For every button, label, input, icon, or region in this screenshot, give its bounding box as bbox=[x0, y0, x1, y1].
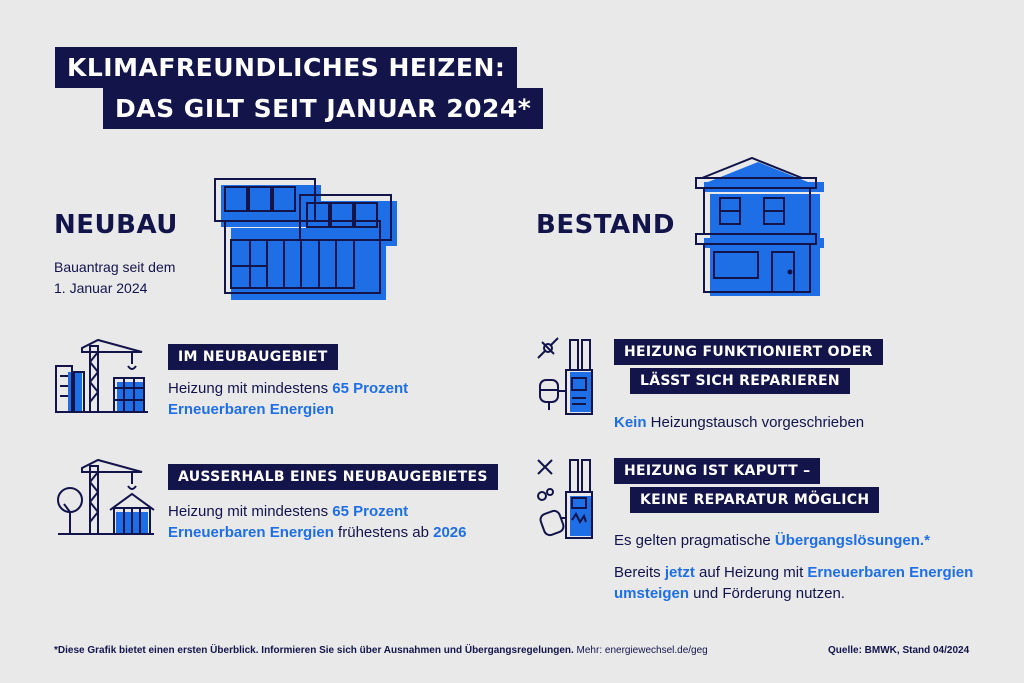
text-kaputt-p2 bbox=[614, 562, 973, 604]
text-prefix: Es gelten pragmatische bbox=[614, 532, 775, 549]
text-prefix: Heizung mit mindestens bbox=[168, 380, 333, 397]
text-highlight-65-prozent: 65 Prozent bbox=[332, 503, 409, 520]
neubau-subtitle-line1: Bauantrag seit dem bbox=[54, 259, 176, 275]
text-highlight-2026: 2026 bbox=[433, 524, 467, 541]
text-highlight-ee: Erneuerbaren Energien bbox=[168, 401, 334, 418]
text-highlight-ee: Erneuerbaren Energien bbox=[168, 524, 334, 541]
title-line-1: KLIMAFREUNDLICHES HEIZEN: bbox=[55, 47, 517, 88]
text-highlight-umsteigen: umsteigen bbox=[614, 585, 690, 602]
text-mid: frühestens ab bbox=[333, 524, 434, 541]
neubau-subtitle-line2: 1. Januar 2024 bbox=[54, 280, 148, 296]
text-prefix: Bereits bbox=[614, 564, 665, 581]
badge-kaputt-line1: HEIZUNG IST KAPUTT – bbox=[614, 458, 820, 484]
footer-note bbox=[54, 645, 708, 656]
badge-ausserhalb: AUSSERHALB EINES NEUBAUGEBIETES bbox=[168, 464, 498, 490]
text-highlight-jetzt: jetzt bbox=[664, 564, 695, 581]
badge-kaputt-line2: KEINE REPARATUR MÖGLICH bbox=[630, 487, 879, 513]
title-line-2: DAS GILT SEIT JANUAR 2024* bbox=[103, 88, 543, 129]
text-funktioniert bbox=[614, 412, 864, 433]
badge-im-neubaugebiet: IM NEUBAUGEBIET bbox=[168, 344, 338, 370]
text-im-neubaugebiet bbox=[168, 378, 408, 420]
wrench-heater-icon bbox=[536, 336, 606, 416]
modern-house-icon bbox=[215, 176, 395, 301]
text-kaputt-p1 bbox=[614, 530, 930, 551]
footer-note-link[interactable]: Mehr: energiewechsel.de/geg bbox=[573, 645, 708, 656]
neubau-heading: NEUBAU bbox=[54, 210, 178, 240]
footer-source: Quelle: BMWK, Stand 04/2024 bbox=[828, 645, 970, 656]
text-highlight-ee: Erneuerbaren Energien bbox=[807, 564, 974, 581]
footer-note-bold: *Diese Grafik bietet einen ersten Überblick. Informieren Sie sich über Ausnahmen und Übergangsregelungen. bbox=[54, 645, 574, 656]
text-highlight-kein: Kein bbox=[614, 414, 647, 431]
text-rest: und Förderung nutzen. bbox=[689, 585, 845, 602]
text-ausserhalb bbox=[168, 501, 467, 543]
text-highlight-65-prozent: 65 Prozent bbox=[332, 380, 409, 397]
text-mid: auf Heizung mit bbox=[694, 564, 808, 581]
badge-funktioniert-line2: LÄSST SICH REPARIEREN bbox=[630, 368, 850, 394]
crane-buildings-icon bbox=[54, 338, 154, 418]
text-prefix: Heizung mit mindestens bbox=[168, 503, 333, 520]
text-rest: Heizungstausch vorgeschrieben bbox=[646, 414, 865, 431]
crane-house-tree-icon bbox=[54, 458, 154, 538]
classic-house-icon bbox=[692, 156, 827, 296]
badge-funktioniert-line1: HEIZUNG FUNKTIONIERT ODER bbox=[614, 339, 883, 365]
text-highlight-uebergang: Übergangslösungen.* bbox=[774, 532, 930, 549]
neubau-subtitle bbox=[54, 257, 175, 299]
broken-heater-icon bbox=[536, 456, 606, 540]
bestand-heading: BESTAND bbox=[536, 210, 675, 240]
